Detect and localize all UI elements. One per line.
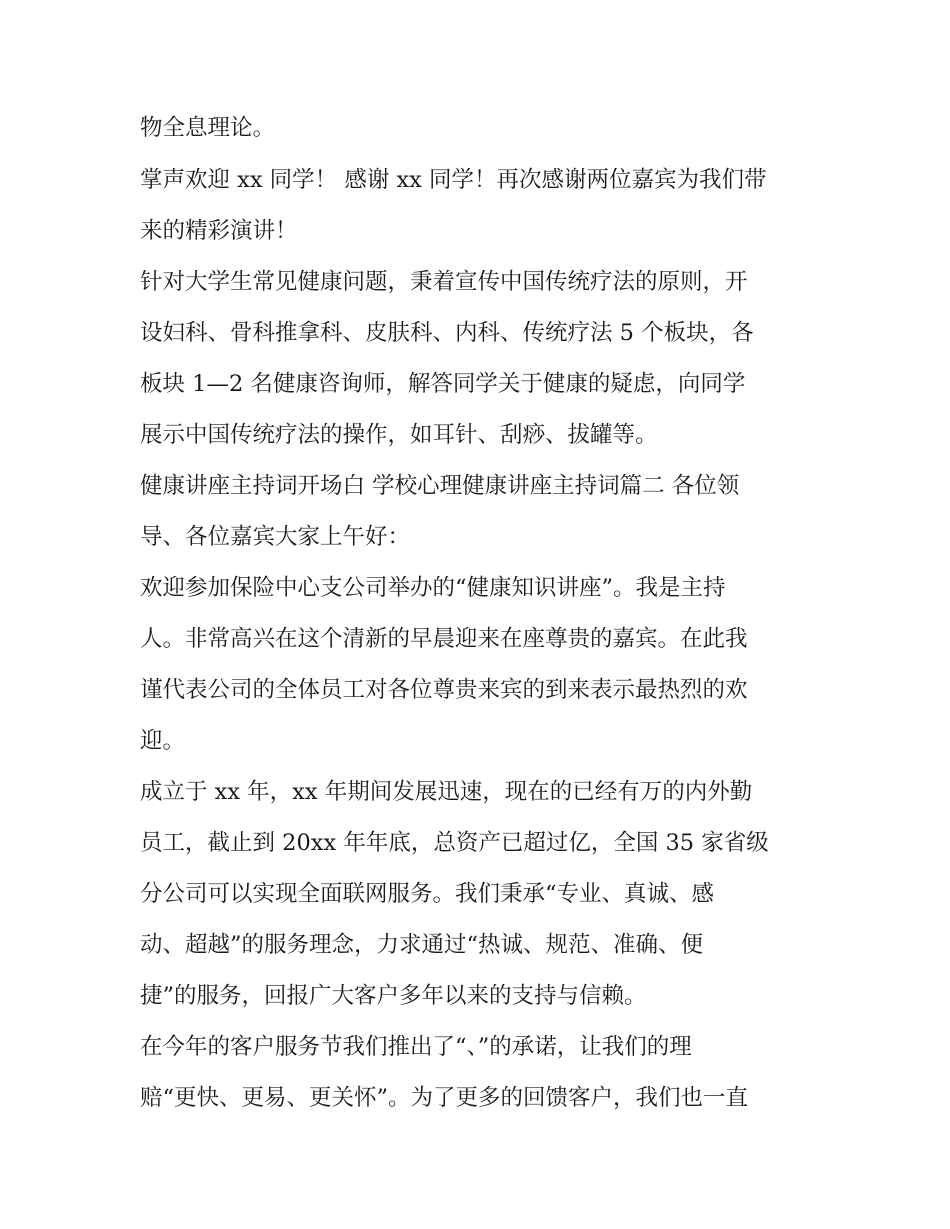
text-line: 设妇科、骨科推拿科、皮肤科、内科、传统疗法 5 个板块，各 [140,320,754,346]
text-line: 动、超越”的服务理念，力求通过“热诚、规范、准确、便 [140,932,704,958]
text-line: 赔“更快、更易、更关怀”。为了更多的回馈客户，我们也一直 [140,1085,749,1111]
text-line: 员工，截止到 20xx 年年底，总资产已超过亿，全国 35 家省级 [140,830,769,856]
text-line: 成立于 xx 年，xx 年期间发展迅速，现在的已经有万的内外勤 [140,779,753,805]
text-line: 物全息理论。 [140,115,276,141]
text-line: 捷”的服务，回报广大客户多年以来的支持与信赖。 [140,983,647,1009]
text-line: 谨代表公司的全体员工对各位尊贵来宾的到来表示最热烈的欢 [140,677,748,703]
text-line: 人。非常高兴在这个清新的早晨迎来在座尊贵的嘉宾。在此我 [140,626,748,652]
text-line: 迎。 [140,728,186,754]
text-line: 分公司可以实现全面联网服务。我们秉承“专业、真诚、感 [140,881,715,907]
text-line: 针对大学生常见健康问题，秉着宣传中国传统疗法的原则，开 [140,269,748,295]
text-line: 展示中国传统疗法的操作，如耳针、刮痧、拔罐等。 [140,422,658,448]
text-line: 板块 1—2 名健康咨询师，解答同学关于健康的疑虑，向同学 [140,371,746,397]
text-line: 欢迎参加保险中心支公司举办的“健康知识讲座”。我是主持 [140,575,726,601]
text-line: 来的精彩演讲！ [140,218,298,244]
text-line: 掌声欢迎 xx 同学！ 感谢 xx 同学！再次感谢两位嘉宾为我们带 [140,167,767,193]
text-line: 导、各位嘉宾大家上午好： [140,524,411,550]
text-line: 健康讲座主持词开场白 学校心理健康讲座主持词篇二 各位领 [140,473,740,499]
text-line: 在今年的客户服务节我们推出了“、”的承诺，让我们的理 [140,1034,692,1060]
